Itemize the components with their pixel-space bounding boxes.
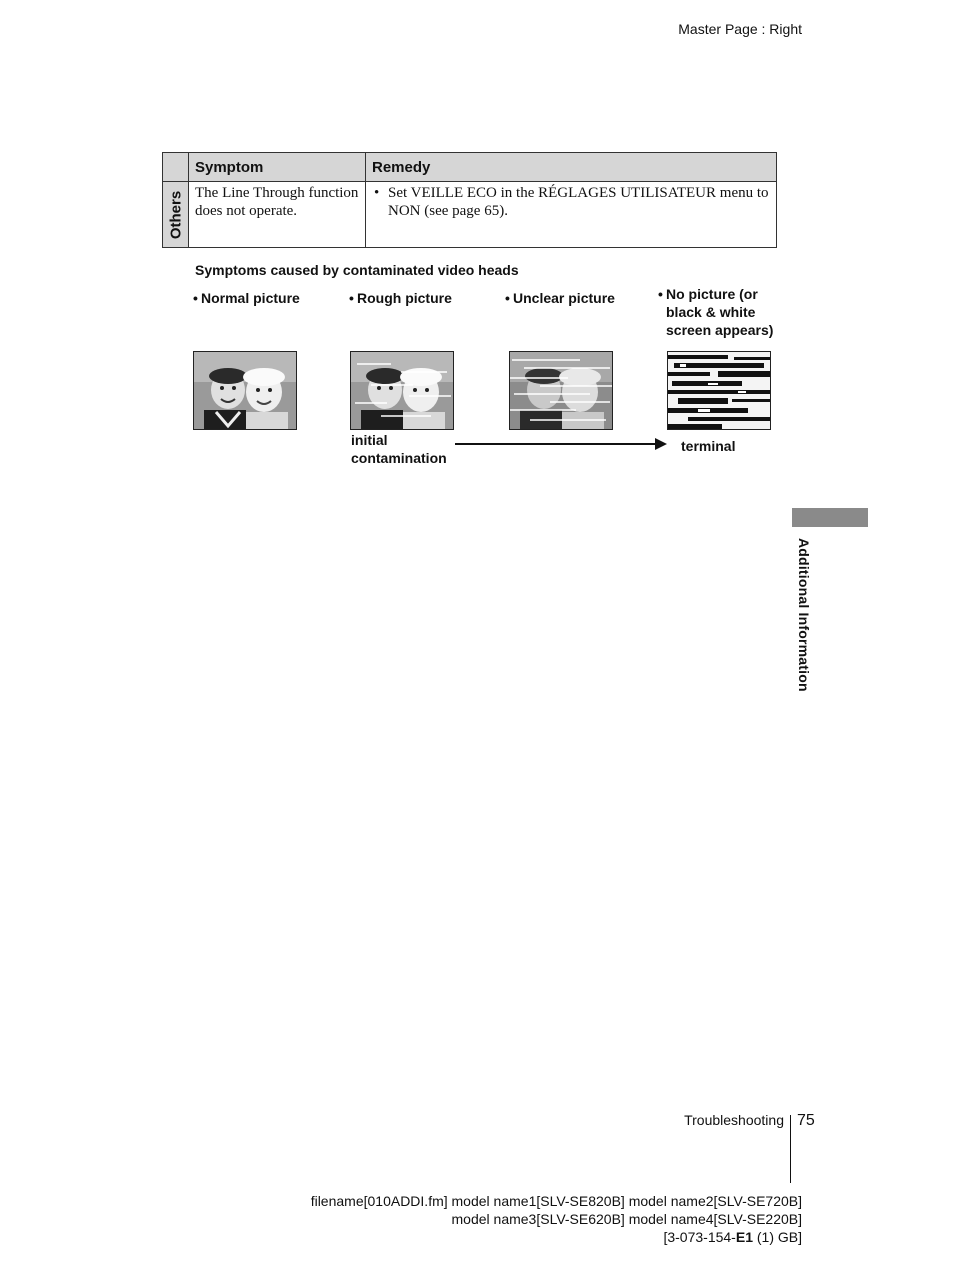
file-code-suffix: (1) GB] bbox=[752, 1229, 802, 1245]
symptom-header: Symptom bbox=[189, 153, 366, 182]
normal-picture-image bbox=[193, 351, 297, 430]
symptoms-section-title: Symptoms caused by contaminated video heads bbox=[195, 262, 519, 278]
remedy-cell bbox=[366, 182, 777, 248]
file-info-line-1: filename[010ADDI.fm] model name1[SLV-SE820B] model name2[SLV-SE720B] bbox=[310, 1193, 802, 1209]
rough-picture-image bbox=[350, 351, 454, 430]
label-no-picture bbox=[658, 285, 783, 339]
file-info-line-3 bbox=[260, 1228, 802, 1246]
label-rough-picture bbox=[349, 289, 452, 307]
table-header-row bbox=[163, 153, 777, 182]
bullet: • bbox=[658, 286, 663, 302]
section-tab-label: Additional Information bbox=[796, 538, 812, 692]
label-unclear-picture bbox=[505, 289, 615, 307]
page-number: 75 bbox=[797, 1112, 815, 1129]
file-info-line-2: model name3[SLV-SE620B] model name4[SLV-SE220B] bbox=[451, 1211, 802, 1227]
bullet: • bbox=[349, 290, 354, 306]
arrow-head-icon bbox=[655, 438, 667, 450]
unclear-picture-image bbox=[509, 351, 613, 430]
bullet: • bbox=[505, 290, 510, 306]
initial-contamination-label: initial contamination bbox=[351, 432, 447, 466]
category-cell bbox=[163, 182, 189, 248]
remedy-text: Set VEILLE ECO in the RÉGLAGES UTILISATEUR menu to NON (see page 65). bbox=[388, 185, 769, 219]
remedy-bullet: • bbox=[374, 185, 380, 201]
symptom-text: The Line Through function does not operate. bbox=[195, 185, 359, 219]
table-row bbox=[163, 182, 777, 248]
remedy-header: Remedy bbox=[366, 153, 777, 182]
contamination-arrow-line bbox=[455, 443, 657, 445]
label-text: Unclear picture bbox=[513, 290, 615, 306]
label-text: Normal picture bbox=[201, 290, 300, 306]
file-code-bold: E1 bbox=[735, 1229, 753, 1245]
label-normal-picture bbox=[193, 289, 300, 307]
file-code-prefix: [3-073-154- bbox=[663, 1229, 736, 1245]
no-picture-image bbox=[667, 351, 771, 430]
label-text: Rough picture bbox=[357, 290, 452, 306]
terminal-label: terminal bbox=[681, 438, 736, 454]
section-tab-marker bbox=[792, 508, 868, 527]
master-page-label: Master Page : Right bbox=[678, 21, 802, 37]
label-text: No picture (or black & white screen appears) bbox=[666, 286, 774, 338]
symptom-cell bbox=[189, 182, 366, 248]
category-label: Others bbox=[167, 190, 184, 239]
header-blank-cell bbox=[163, 153, 189, 182]
bullet: • bbox=[193, 290, 198, 306]
footer-divider bbox=[790, 1115, 791, 1183]
footer-section-label: Troubleshooting bbox=[684, 1112, 784, 1128]
troubleshooting-table bbox=[162, 152, 777, 248]
file-info bbox=[260, 1192, 802, 1246]
